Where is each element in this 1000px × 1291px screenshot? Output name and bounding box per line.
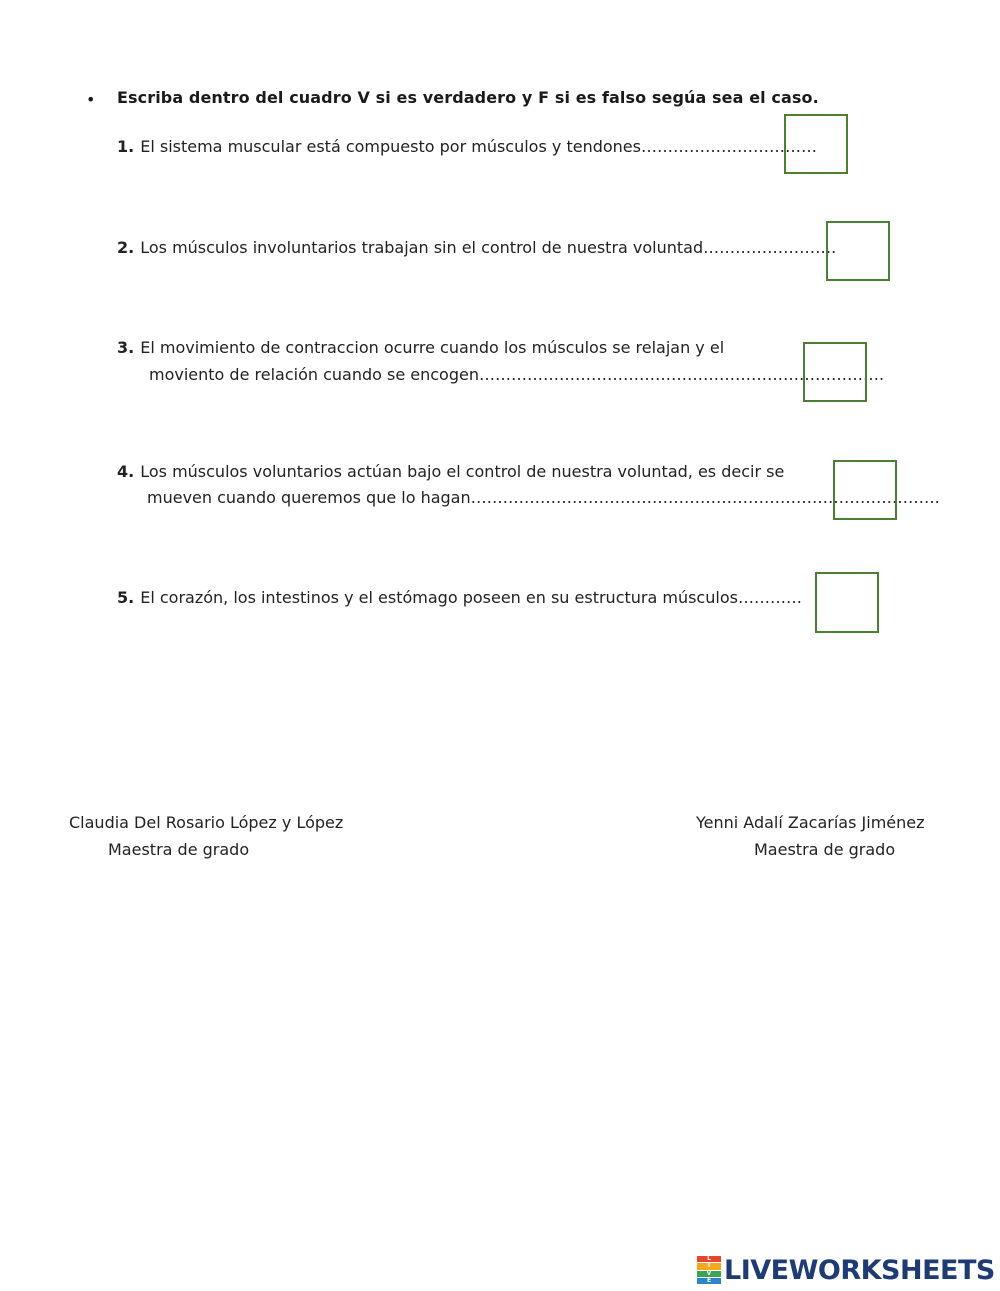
question-2-number: 2. xyxy=(117,238,135,257)
instruction-text: Escriba dentro del cuadro V si es verdadero y F si es falso segúa sea el caso. xyxy=(117,88,819,107)
question-5-number: 5. xyxy=(117,588,135,607)
question-4-text-1: Los músculos voluntarios actúan bajo el control de nuestra voluntad, es decir se xyxy=(140,462,785,481)
question-4-line-1 xyxy=(117,462,784,481)
signature-left-role: Maestra de grado xyxy=(108,840,250,859)
question-4-answer-box[interactable] xyxy=(833,460,897,520)
question-3-answer-box[interactable] xyxy=(803,342,867,402)
question-1-text: El sistema muscular está compuesto por músculos y tendones…………………………… xyxy=(140,137,817,156)
liveworksheets-logo-text: LIVEWORKSHEETS xyxy=(724,1254,995,1286)
question-5-text: El corazón, los intestinos y el estómago poseen en su estructura músculos………… xyxy=(140,588,802,607)
logo-mark-l: L xyxy=(697,1256,721,1262)
question-2-answer-box[interactable] xyxy=(826,221,890,281)
instruction-bullet: • xyxy=(86,90,96,109)
question-3-line-2: moviento de relación cuando se encogen…………………………………………………………………. xyxy=(149,365,885,384)
liveworksheets-logo-icon xyxy=(697,1256,721,1284)
question-1-line-1 xyxy=(117,137,817,156)
signature-right-name: Yenni Adalí Zacarías Jiménez xyxy=(696,813,925,832)
logo-mark-v: V xyxy=(697,1271,721,1277)
question-5-answer-box[interactable] xyxy=(815,572,879,633)
question-3-number: 3. xyxy=(117,338,135,357)
liveworksheets-logo xyxy=(697,1254,995,1286)
question-5-line-1 xyxy=(117,588,802,607)
logo-mark-i: I xyxy=(697,1263,721,1269)
signature-right-role: Maestra de grado xyxy=(754,840,896,859)
signature-left-name: Claudia Del Rosario López y López xyxy=(69,813,344,832)
question-1-answer-box[interactable] xyxy=(784,114,848,174)
question-1-number: 1. xyxy=(117,137,135,156)
question-4-number: 4. xyxy=(117,462,135,481)
question-3-text-1: El movimiento de contraccion ocurre cuando los músculos se relajan y el xyxy=(140,338,725,357)
question-3-line-1 xyxy=(117,338,724,357)
question-2-text: Los músculos involuntarios trabajan sin el control de nuestra voluntad……………………. xyxy=(140,238,837,257)
question-2-line-1 xyxy=(117,238,836,257)
question-4-line-2: mueven cuando queremos que lo hagan……………………………………………………………………………. xyxy=(147,488,940,507)
logo-mark-e: E xyxy=(697,1278,721,1284)
